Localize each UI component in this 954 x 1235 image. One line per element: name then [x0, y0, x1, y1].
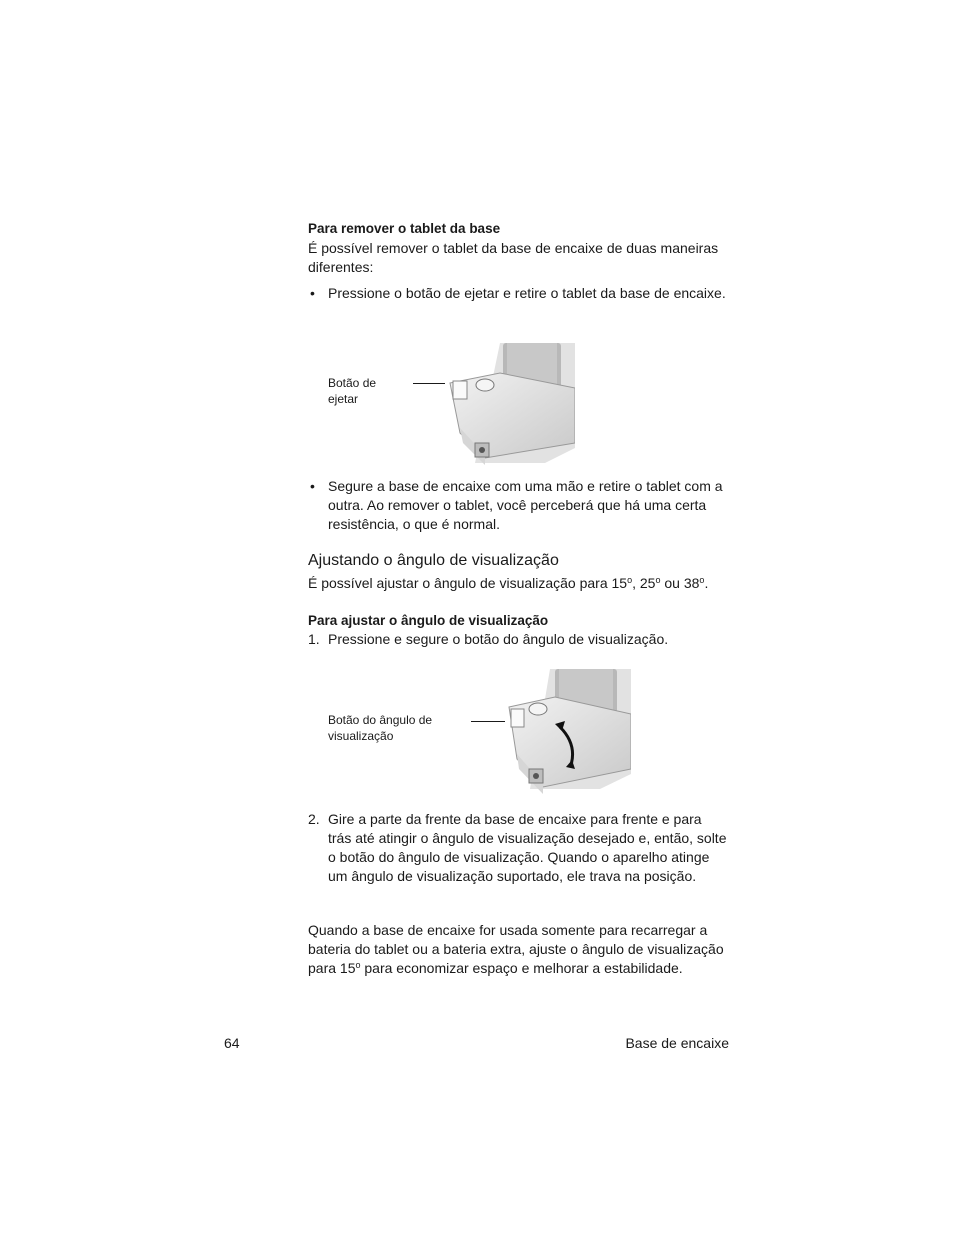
degree-mark: o — [655, 575, 661, 585]
section-heading-viewing-angle: Ajustando o ângulo de visualização — [308, 552, 559, 569]
bullet-marker: • — [310, 285, 315, 301]
figure1-dock-eject-illustration — [445, 343, 575, 473]
step1-text: Pressione e segure o botão do ângulo de visualização. — [328, 631, 669, 647]
intro-text: É possível ajustar o ângulo de visualização para 15 — [308, 575, 628, 591]
step-number: 2. — [308, 811, 320, 827]
section-heading-adjust-angle: Para ajustar o ângulo de visualização — [308, 613, 549, 628]
figure2-callout-label: Botão do ângulo de visualização — [328, 713, 433, 743]
intro-text: . — [704, 575, 709, 591]
closing-paragraph — [308, 921, 728, 978]
intro-text: ou 38 — [660, 575, 700, 591]
bullet-eject-text: Pressione o botão de ejetar e retire o tablet da base de encaixe. — [328, 285, 726, 301]
intro-text: , 25 — [632, 575, 656, 591]
degree-mark: o — [699, 575, 705, 585]
viewing-angle-intro — [308, 574, 738, 593]
section-heading-remove-tablet: Para remover o tablet da base — [308, 221, 501, 236]
bullet-marker: • — [310, 478, 315, 494]
closing-text: Quando a base de encaixe for usada somente para recarregar a bateria do tablet ou a bateria extra, ajuste o ângulo de visualização para 15 — [308, 922, 724, 976]
degree-mark: o — [355, 960, 361, 970]
remove-intro-paragraph: É possível remover o tablet da base de encaixe de duas maneiras diferentes: — [308, 240, 719, 275]
figure1-callout-label: Botão de ejetar — [328, 376, 377, 406]
step2-text: Gire a parte da frente da base de encaixe para frente e para trás até atingir o ângulo de visualização desejado e, então, solte o botão do ângulo de visualização. Quando o aparelho atinge um ângulo de visualização suportado, ele trava na posição. — [328, 811, 727, 884]
footer-chapter-title: Base de encaixe — [625, 1035, 729, 1051]
degree-mark: o — [627, 575, 633, 585]
closing-text: para economizar espaço e melhorar a estabilidade. — [360, 960, 683, 976]
bullet-hold-text: Segure a base de encaixe com uma mão e retire o tablet com a outra. Ao remover o tablet, você perceberá que há uma certa resistência, o que é normal. — [328, 478, 723, 532]
step-number: 1. — [308, 631, 320, 647]
page-number: 64 — [224, 1035, 240, 1051]
figure2-dock-angle-illustration — [505, 669, 631, 799]
